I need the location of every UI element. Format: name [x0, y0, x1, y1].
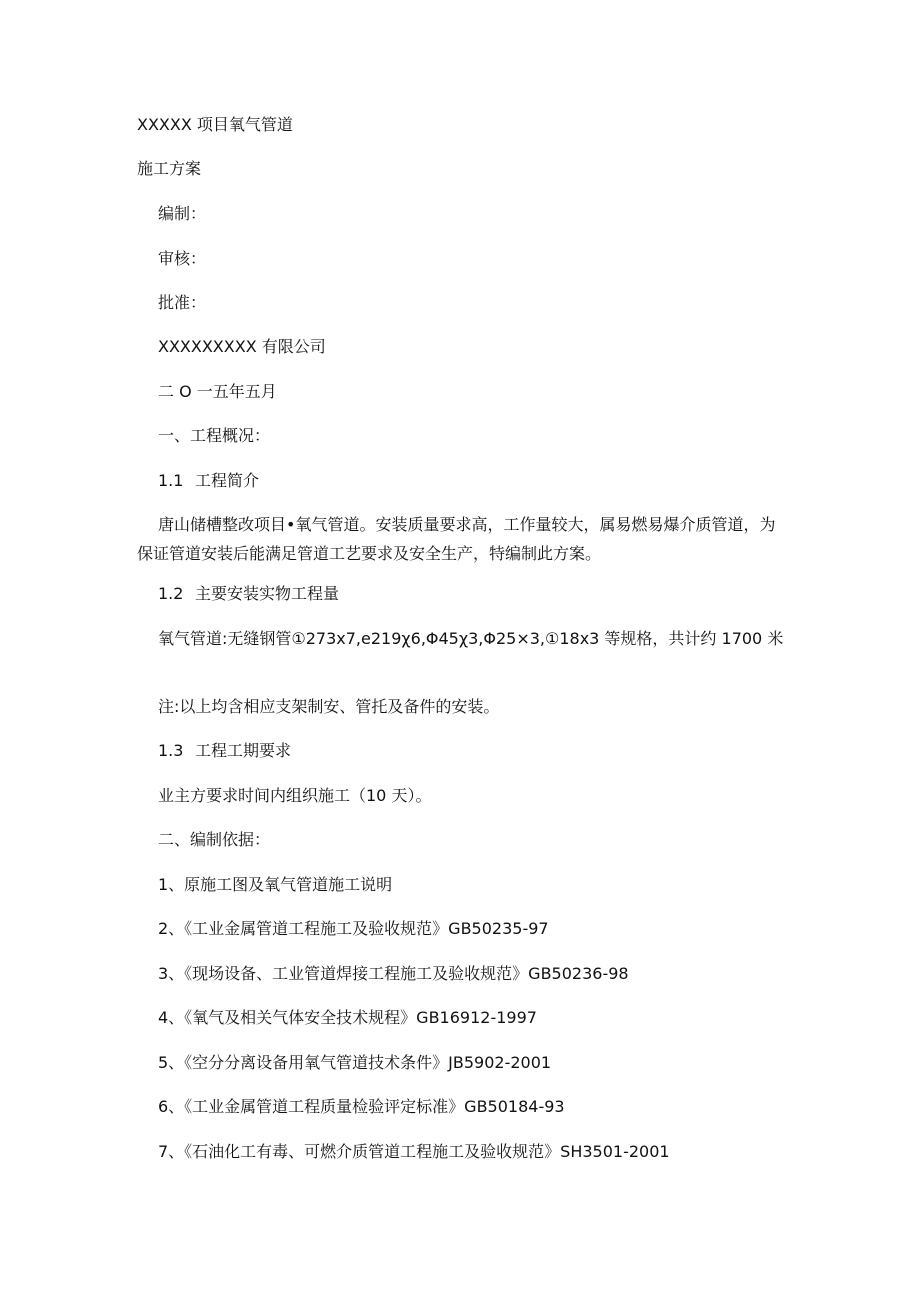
- basis-list-item: 4、《氧气及相关气体安全技术规程》GB16912-1997: [158, 1008, 537, 1027]
- quantities-note: 注:以上均含相应支架制安、管托及备件的安装。: [158, 697, 500, 716]
- company-name: XXXXXXXXX 有限公司: [158, 337, 326, 356]
- document-title-line1: XXXXX 项目氧气管道: [137, 115, 293, 134]
- subsection-number: 1.1: [158, 471, 184, 490]
- basis-list-item: 1、原施工图及氧气管道施工说明: [158, 875, 393, 894]
- basis-list-item: 3、《现场设备、工业管道焊接工程施工及验收规范》GB50236-98: [158, 964, 629, 983]
- quantities-paragraph: 氧气管道:无缝钢管①273x7,e219χ6,Φ45χ3,Φ25×3,①18x3 等规格，共计约 1700 米: [158, 629, 784, 648]
- subsection-1-3-heading: [158, 741, 291, 761]
- basis-list-item: 6、《工业金属管道工程质量检验评定标准》GB50184-93: [158, 1097, 565, 1116]
- subsection-number: 1.2: [158, 584, 184, 603]
- subsection-1-2-heading: [158, 584, 339, 604]
- basis-list-item: 7、《石油化工有毒、可燃介质管道工程施工及验收规范》SH3501-2001: [158, 1142, 670, 1161]
- subsection-title: 主要安装实物工程量: [195, 584, 340, 603]
- project-intro-paragraph: 唐山储槽整改项目•氧气管道。安装质量要求高，工作量较大，属易燃易爆介质管道，为保证管道安装后能满足管道工艺要求及安全生产，特编制此方案。: [137, 515, 776, 563]
- document-date: 二 O 一五年五月: [158, 382, 277, 401]
- subsection-title: 工程工期要求: [195, 741, 292, 760]
- prepared-by-label: 编制：: [158, 204, 207, 223]
- document-title-line2: 施工方案: [137, 159, 202, 178]
- basis-list-item: 5、《空分分离设备用氧气管道技术条件》JB5902-2001: [158, 1053, 552, 1072]
- approved-by-label: 批准：: [158, 293, 207, 312]
- reviewed-by-label: 审核：: [158, 249, 207, 268]
- basis-list-item: 2、《工业金属管道工程施工及验收规范》GB50235-97: [158, 919, 549, 938]
- subsection-1-1-heading: [158, 471, 259, 491]
- section2-heading: 二、编制依据：: [158, 830, 271, 849]
- schedule-paragraph: 业主方要求时间内组织施工（10 天）。: [158, 786, 432, 805]
- section1-heading: 一、工程概况：: [158, 426, 271, 445]
- subsection-number: 1.3: [158, 741, 184, 760]
- subsection-title: 工程简介: [195, 471, 260, 490]
